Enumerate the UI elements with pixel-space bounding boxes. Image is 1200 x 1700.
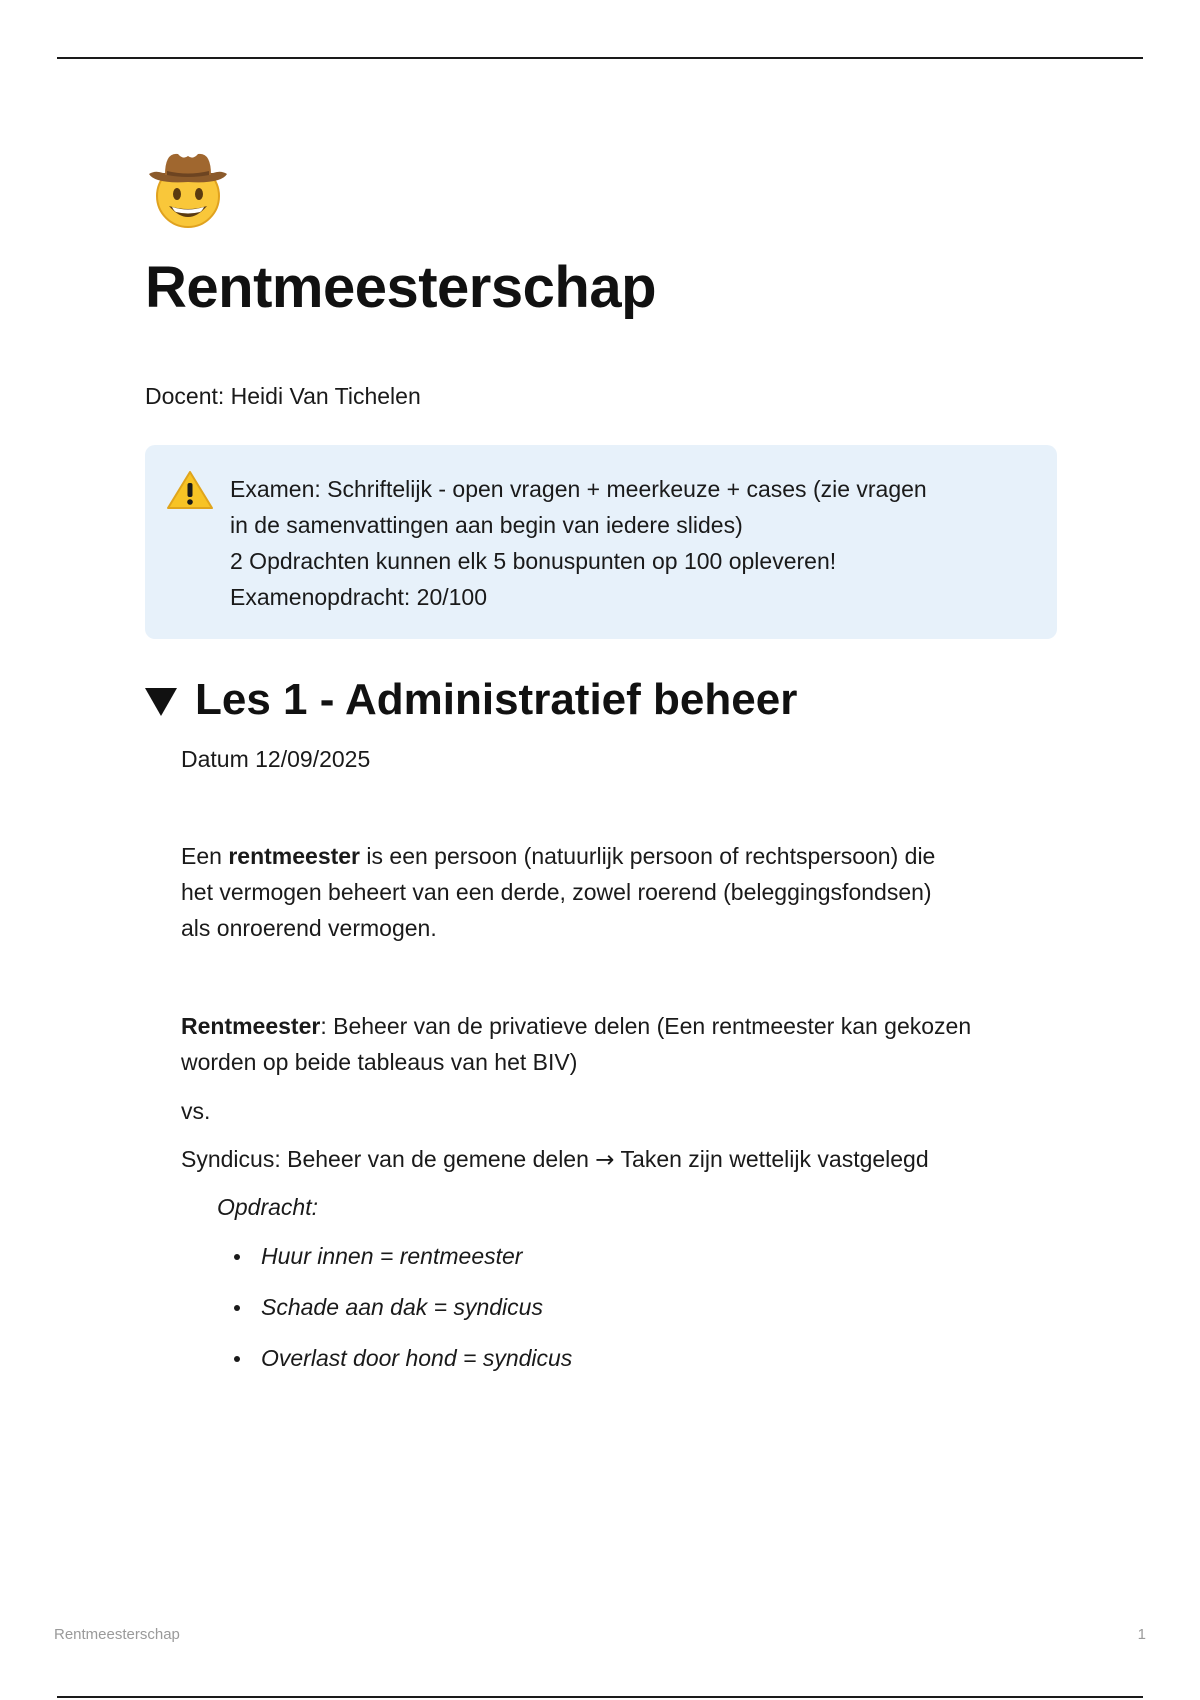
rentmeester-definition — [181, 838, 1061, 946]
callout-line: Examen: Schriftelijk - open vragen + meerkeuze + cases (zie vragen — [230, 476, 927, 502]
callout-text — [230, 471, 1030, 615]
bold-term: rentmeester — [228, 843, 361, 869]
rentmeester-beheer — [181, 1008, 1081, 1080]
syndicus-text — [181, 1141, 929, 1178]
vs-text: vs. — [181, 1098, 211, 1124]
para-text: worden op beide tableaus van het BIV) — [181, 1049, 578, 1075]
para-text: het vermogen beheert van een derde, zowel roerend (beleggingsfondsen) — [181, 879, 932, 905]
para-text: : Beheer van de privatieve delen (Een rentmeester kan gekozen — [320, 1013, 972, 1039]
footer-page-number: 1 — [1137, 1626, 1146, 1643]
opdracht-label: Opdracht: — [217, 1194, 318, 1220]
para-text: als onroerend vermogen. — [181, 915, 437, 941]
para-text: Een — [181, 843, 229, 869]
arrow-right-icon: → — [595, 1147, 615, 1173]
opdracht-list — [217, 1238, 572, 1391]
list-item: Overlast door hond = syndicus — [217, 1340, 572, 1391]
callout-line: 2 Opdrachten kunnen elk 5 bonuspunten op 100 opleveren! — [230, 548, 837, 574]
section-title: Les 1 - Administratief beheer — [195, 675, 798, 724]
bold-term: Rentmeester — [181, 1013, 321, 1039]
footer-title: Rentmeesterschap — [54, 1626, 180, 1643]
para-text: Taken zijn wettelijk vastgelegd — [614, 1146, 929, 1172]
docent-text: Docent: Heidi Van Tichelen — [145, 383, 421, 409]
callout-line: in de samenvattingen aan begin van iedere slides) — [230, 512, 743, 538]
page-title: Rentmeesterschap — [145, 255, 656, 320]
triangle-down-icon[interactable] — [145, 688, 177, 716]
callout-line: Examenopdracht: 20/100 — [230, 584, 488, 610]
list-item: Huur innen = rentmeester — [217, 1238, 572, 1289]
para-text: Syndicus: Beheer van de gemene delen — [181, 1146, 596, 1172]
top-rule — [57, 57, 1143, 59]
cowboy-face-icon[interactable] — [145, 146, 231, 232]
list-item: Schade aan dak = syndicus — [217, 1289, 572, 1340]
toggle-heading-les-1[interactable] — [145, 672, 797, 728]
bottom-rule — [57, 1696, 1143, 1698]
exam-callout — [145, 445, 1057, 639]
para-text: is een persoon (natuurlijk persoon of rechtspersoon) die — [360, 843, 936, 869]
warning-icon — [166, 469, 214, 511]
datum-text: Datum 12/09/2025 — [181, 746, 371, 772]
